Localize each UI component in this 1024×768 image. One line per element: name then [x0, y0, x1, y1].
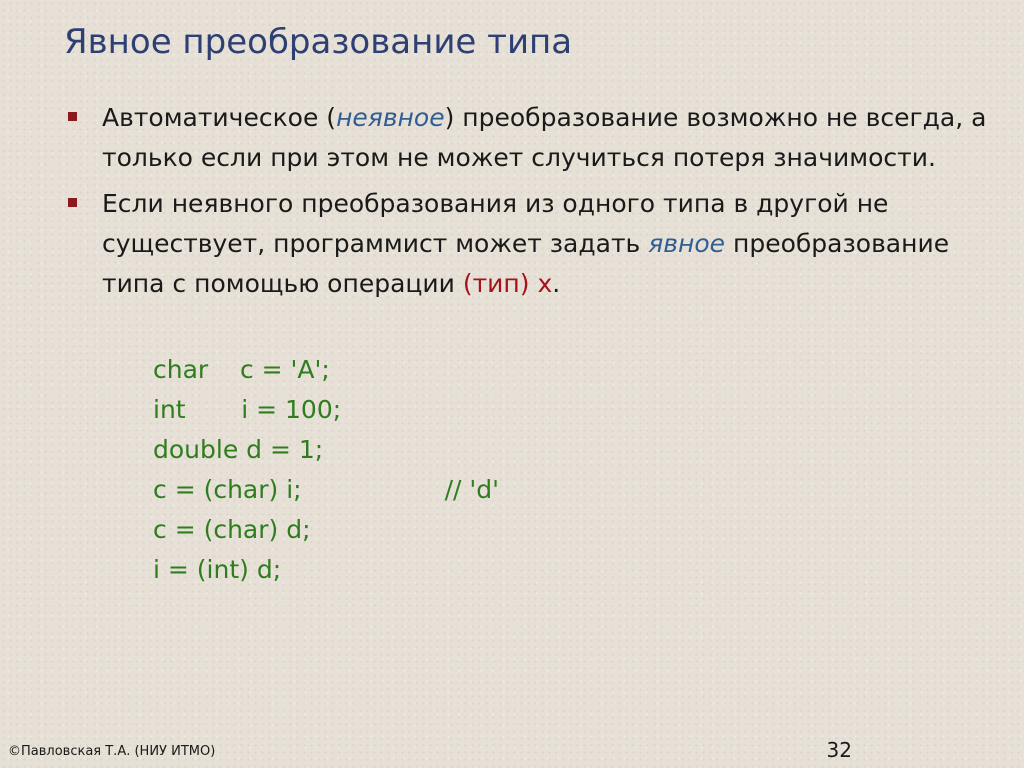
code-line: char c = 'A'; [153, 355, 330, 384]
code-line: c = (char) i; // 'd' [153, 475, 500, 504]
emphasis-text: явное [648, 229, 726, 258]
code-line: c = (char) d; [153, 515, 311, 544]
highlight-text: (тип) [462, 269, 530, 298]
bullet-list [64, 98, 994, 304]
code-line: int i = 100; [153, 395, 342, 424]
page-number: 32 [826, 738, 852, 762]
bullet-text: Автоматическое ( [102, 103, 337, 132]
footer-copyright: ©Павловская Т.А. (НИУ ИТМО) [8, 744, 216, 759]
emphasis-text: неявное [336, 103, 445, 132]
bullet-square-icon [68, 112, 77, 121]
code-block [153, 350, 499, 590]
highlight-text: x [537, 269, 553, 298]
code-line: i = (int) d; [153, 555, 282, 584]
slide-title: Явное преобразование типа [64, 22, 573, 62]
bullet-text: Если неявного преобразования из одного типа в другой не существует, программист может задать [102, 189, 889, 258]
bullet-text: преобразование типа с помощью операции [102, 229, 950, 298]
bullet-item [64, 184, 994, 304]
bullet-text: ) преобразование возможно не всегда, а только если при этом не может случиться потеря значимости. [102, 103, 987, 172]
bullet-text: . [552, 269, 561, 298]
code-line: double d = 1; [153, 435, 324, 464]
bullet-item [64, 98, 994, 178]
bullet-square-icon [68, 198, 77, 207]
